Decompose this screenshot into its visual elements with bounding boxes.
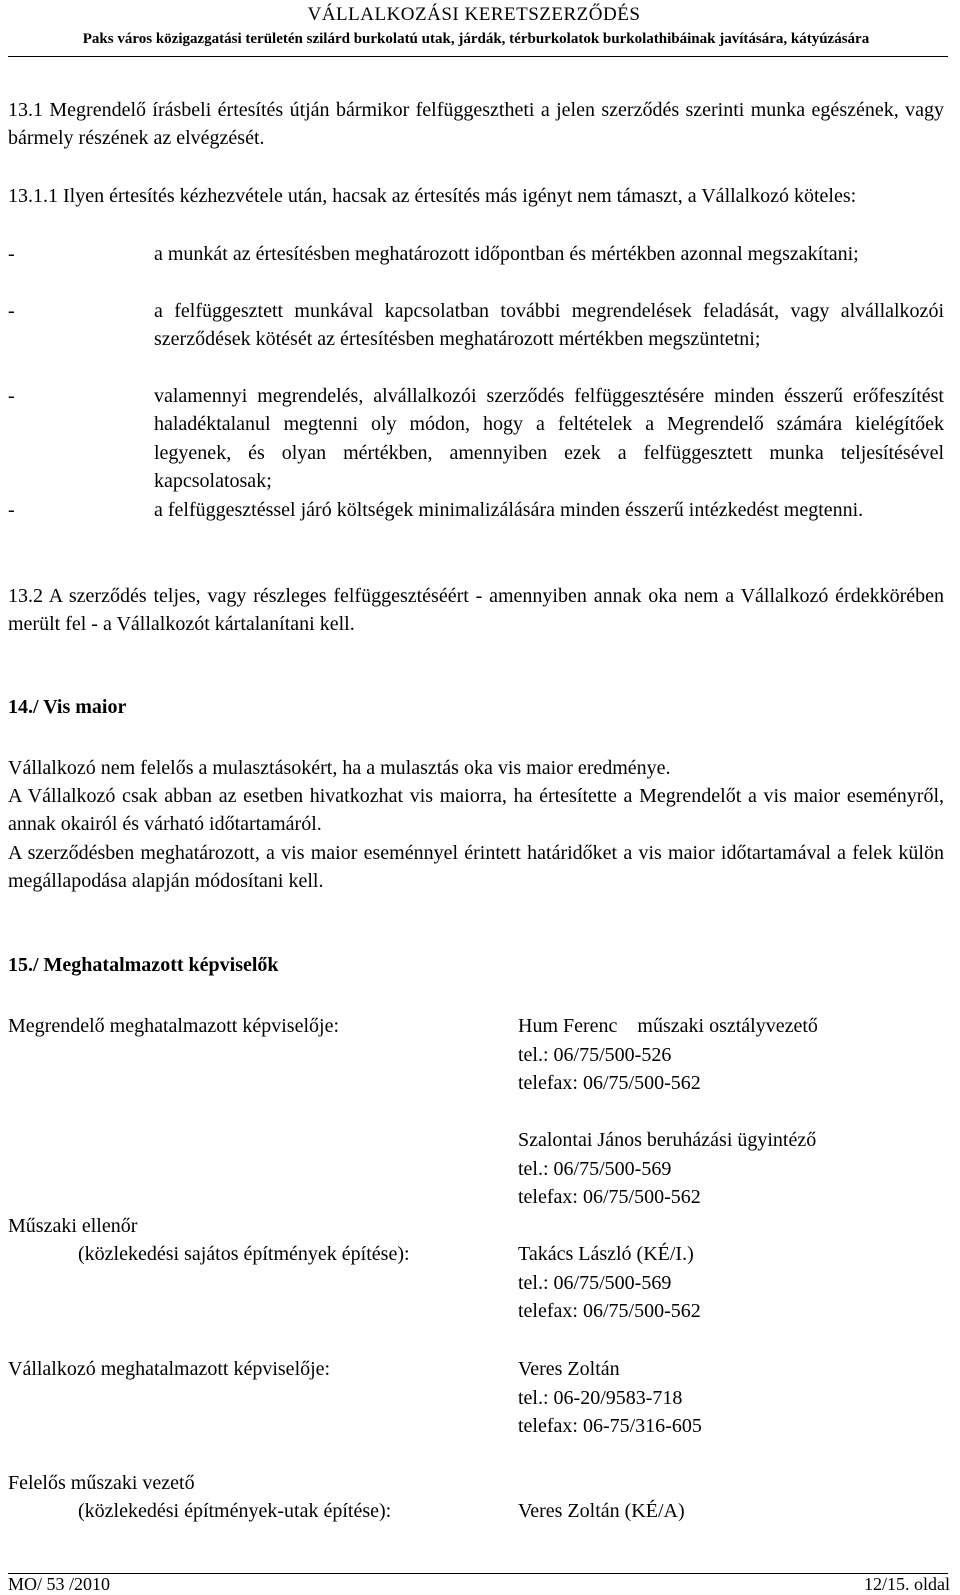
- bullet-text: a felfüggesztett munkával kapcsolatban további megrendelések feladását, vagy alvállalkozói szerződések kötését az értesítésben meghatározott mértékben megszüntetni;: [154, 300, 944, 351]
- paragraph-14-c: A szerződésben meghatározott, a vis maior eseménnyel érintett határidőket a vis maior időtartamával a felek külön megállapodása alapján módosítani kell.: [8, 842, 944, 893]
- bullet-item: [8, 297, 944, 354]
- rep-phone: tel.: 06/75/500-569: [518, 1157, 672, 1180]
- rep-name: Hum Ferenc műszaki osztályvezető: [518, 1015, 818, 1037]
- bullet-item: [8, 496, 944, 524]
- rep-block: [518, 1240, 701, 1326]
- paragraph-13-1: 13.1 Megrendelő írásbeli értesítés útján bármikor felfüggesztheti a jelen szerződés szerinti munka egészének, vagy bármely részének az elvégzését.: [8, 99, 944, 150]
- paragraph-14-b: A Vállalkozó csak abban az esetben hivatkozhat vis maiorra, ha értesítette a Megrendelőt a vis maior eseményről, annak okairól és várható időtartamáról.: [8, 785, 944, 836]
- vallalkozo-rep-label: Vállalkozó meghatalmazott képviselője:: [8, 1358, 331, 1380]
- rep-name: Veres Zoltán: [518, 1358, 620, 1380]
- ellenor-label: Műszaki ellenőr: [8, 1215, 138, 1237]
- rep-fax: telefax: 06-75/316-605: [518, 1415, 702, 1438]
- rep-fax: telefax: 06/75/500-562: [518, 1186, 701, 1209]
- heading-14: 14./ Vis maior: [8, 696, 127, 718]
- bullet-text: a felfüggesztéssel járó költségek minimalizálására minden ésszerű intézkedést megtenni.: [154, 499, 864, 521]
- vezeto-sublabel: (közlekedési építmények-utak építése):: [78, 1500, 392, 1522]
- rep-fax: telefax: 06/75/500-562: [518, 1072, 701, 1095]
- footer-document-number: MO/ 53 /2010: [8, 1574, 111, 1594]
- document-subtitle: Paks város közigazgatási területén szilárd burkolatú utak, járdák, térburkolatok burkolathibáinak javítására, kátyúzására: [82, 31, 870, 47]
- bullet-item: [8, 240, 944, 268]
- megrendelo-rep-label: Megrendelő meghatalmazott képviselője:: [8, 1015, 339, 1037]
- footer-page-number: 12/15. oldal: [864, 1574, 950, 1594]
- paragraph-13-2: 13.2 A szerződés teljes, vagy részleges felfüggesztéséért - amennyiben annak oka nem a Vállalkozó érdekkörében merült fel - a Vállalkozót kártalanítani kell.: [8, 585, 944, 636]
- rep-fax: telefax: 06/75/500-562: [518, 1300, 701, 1323]
- paragraph-14-a: Vállalkozó nem felelős a mulasztásokért, ha a mulasztás oka vis maior eredménye.: [8, 757, 671, 779]
- bullet-dash: -: [8, 243, 15, 265]
- rep-block: [518, 1012, 818, 1098]
- vezeto-label: Felelős műszaki vezető: [8, 1472, 195, 1494]
- ellenor-sublabel: (közlekedési sajátos építmények építése):: [78, 1243, 410, 1265]
- rep-phone: tel.: 06/75/500-526: [518, 1043, 672, 1066]
- rep-phone: tel.: 06-20/9583-718: [518, 1386, 683, 1409]
- bullet-text: a munkát az értesítésben meghatározott időpontban és mértékben azonnal megszakítani;: [154, 243, 859, 265]
- footer-rule: [8, 1573, 948, 1574]
- document-title: VÁLLALKOZÁSI KERETSZERZŐDÉS: [307, 4, 641, 25]
- bullet-text: valamennyi megrendelés, alvállalkozói szerződés felfüggesztésére minden ésszerű erőfeszítést haladéktalanul megtenni oly módon, hogy a feltételek a Megrendelő számára kielégítőek legyenek, és olyan mértékben, amennyiben ezek a felfüggesztett munka teljesítésével kapcsolatosak;: [154, 385, 944, 493]
- rep-name: Veres Zoltán (KÉ/A): [518, 1500, 685, 1522]
- bullet-dash: -: [8, 300, 15, 322]
- bullet-dash: -: [8, 385, 15, 407]
- header-rule: [8, 56, 948, 57]
- rep-name: Szalontai János beruházási ügyintéző: [518, 1129, 817, 1151]
- heading-15: 15./ Meghatalmazott képviselők: [8, 954, 279, 976]
- bullet-item: [8, 382, 944, 496]
- rep-block: [518, 1355, 702, 1441]
- rep-block: [518, 1126, 816, 1212]
- paragraph-13-1-1: 13.1.1 Ilyen értesítés kézhezvétele után, hacsak az értesítés más igényt nem támaszt, a Vállalkozó köteles:: [8, 185, 857, 207]
- rep-phone: tel.: 06/75/500-569: [518, 1271, 672, 1294]
- bullet-dash: -: [8, 499, 15, 521]
- rep-block: [518, 1497, 685, 1526]
- rep-name: Takács László (KÉ/I.): [518, 1243, 694, 1265]
